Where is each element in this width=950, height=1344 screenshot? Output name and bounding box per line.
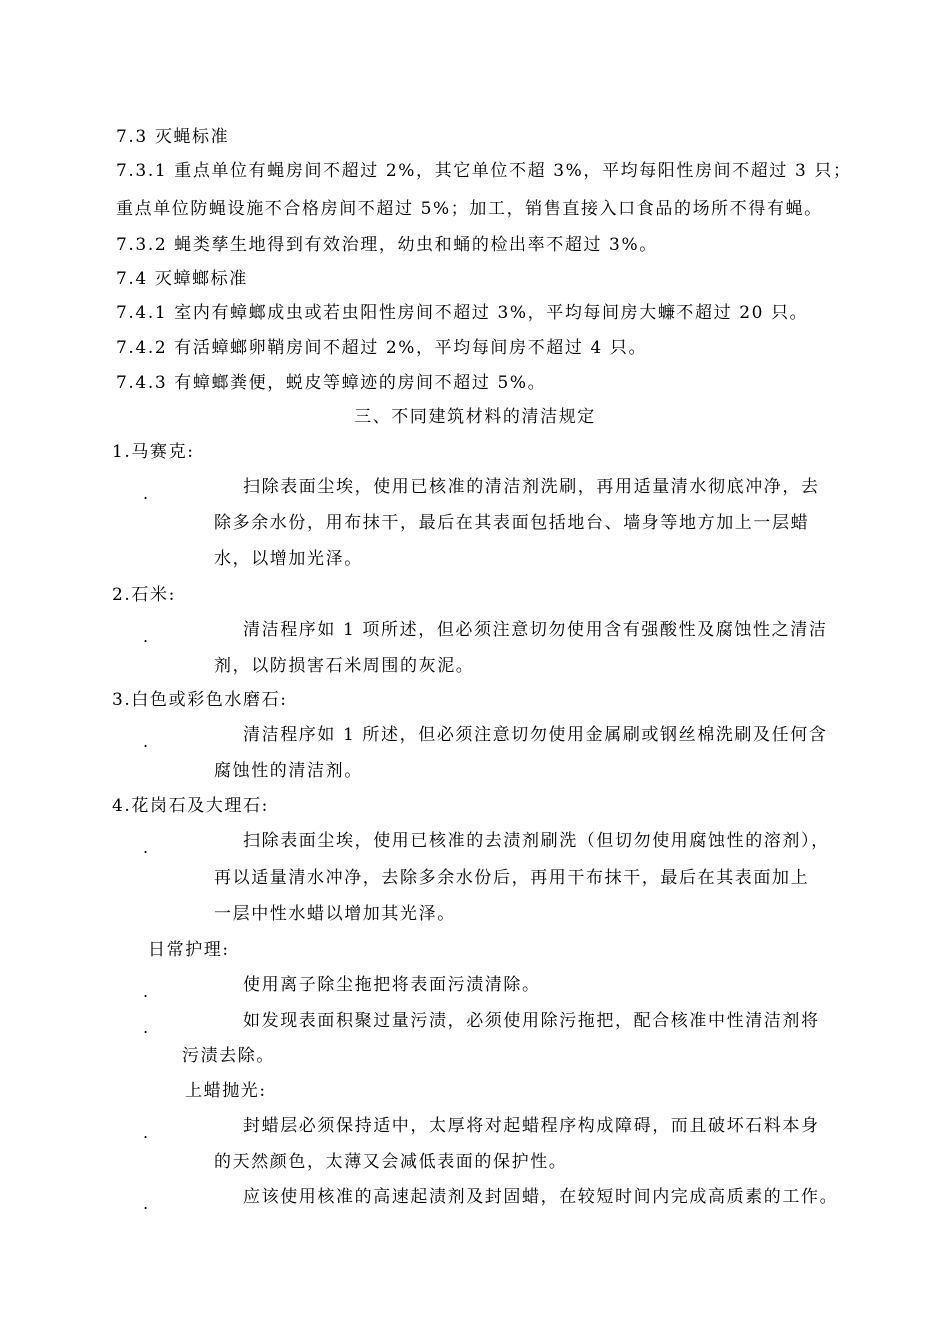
paragraph-7-3-2: 7.3.2 蝇类孳生地得到有效治理，幼虫和蛹的检出率不超过 3%。 xyxy=(116,235,658,255)
item-mosaic-heading: 1.马赛克: xyxy=(112,442,195,462)
daily-care-bullet2-line1: 如发现表面积聚过量污渍，必须使用除污拖把，配合核准中性清洁剂将 xyxy=(243,1011,820,1031)
waxing-bullet1-line1: 封蜡层必须保持适中，太厚将对起蜡程序构成障碍，而且破坏石料本身 xyxy=(243,1116,820,1136)
waxing-bullet2: 应该使用核准的高速起渍剂及封固蜡，在较短时间内完成高质素的工作。 xyxy=(243,1187,839,1207)
paragraph-7-4-3: 7.4.3 有蟑螂粪便，蜕皮等蟑迹的房间不超过 5%。 xyxy=(116,373,547,393)
item-granite-line1: 扫除表面尘埃，使用已核准的去渍剂刷洗（但切勿使用腐蚀性的溶剂）， xyxy=(243,831,830,851)
bullet-marker: . xyxy=(143,627,149,646)
daily-care-bullet2-line2: 污渍去除。 xyxy=(182,1046,275,1066)
paragraph-7-4-2: 7.4.2 有活蟑螂卵鞘房间不超过 2%，平均每间房不超过 4 只。 xyxy=(116,338,648,358)
item-shimi-line2: 剂，以防损害石米周围的灰泥。 xyxy=(214,656,475,676)
bullet-marker: . xyxy=(143,1123,149,1142)
item-terrazzo-line2: 腐蚀性的清洁剂。 xyxy=(214,761,363,781)
bullet-marker: . xyxy=(143,484,149,503)
section-7-3-title: 7.3 灭蝇标准 xyxy=(116,127,230,147)
waxing-bullet1-line2: 的天然颜色，太薄又会减低表面的保护性。 xyxy=(214,1152,568,1172)
waxing-heading: 上蜡抛光: xyxy=(185,1081,267,1101)
item-mosaic-line3: 水，以增加光泽。 xyxy=(214,549,363,569)
section-7-4-title: 7.4 灭蟑螂标准 xyxy=(116,269,248,289)
item-terrazzo-heading: 3.白色或彩色水磨石: xyxy=(112,690,288,710)
paragraph-7-4-1: 7.4.1 室内有蟑螂成虫或若虫阳性房间不超过 3%，平均每间房大蠊不超过 20 只。 xyxy=(116,303,809,323)
section-3-title: 三、不同建筑材料的清洁规定 xyxy=(354,407,596,427)
bullet-marker: . xyxy=(143,838,149,857)
item-mosaic-line1: 扫除表面尘埃，使用已核准的清洁剂洗刷，再用适量清水彻底冲净，去 xyxy=(243,477,820,497)
paragraph-7-3-1-line2: 重点单位防蝇设施不合格房间不超过 5%；加工，销售直接入口食品的场所不得有蝇。 xyxy=(116,199,823,219)
bullet-marker: . xyxy=(143,982,149,1001)
item-terrazzo-line1: 清洁程序如 1 所述，但必须注意切勿使用金属刷或钢丝棉洗刷及任何含 xyxy=(243,725,828,745)
item-mosaic-line2: 除多余水份，用布抹干，最后在其表面包括地台、墙身等地方加上一层蜡 xyxy=(214,513,810,533)
bullet-marker: . xyxy=(143,1018,149,1037)
paragraph-7-3-1-line1: 7.3.1 重点单位有蝇房间不超过 2%，其它单位不超 3%，平均每阳性房间不超过 3 只； xyxy=(116,161,852,181)
daily-care-bullet1: 使用离子除尘拖把将表面污渍清除。 xyxy=(243,975,541,995)
item-shimi-heading: 2.石米: xyxy=(112,585,176,605)
item-shimi-line1: 清洁程序如 1 项所述，但必须注意切勿使用含有强酸性及腐蚀性之清洁 xyxy=(243,620,828,640)
item-granite-line3: 一层中性水蜡以增加其光泽。 xyxy=(214,904,456,924)
bullet-marker: . xyxy=(143,1194,149,1213)
item-granite-heading: 4.花岗石及大理石: xyxy=(112,796,269,816)
daily-care-heading: 日常护理: xyxy=(148,940,230,960)
item-granite-line2: 再以适量清水冲净，去除多余水份后，再用干布抹干，最后在其表面加上 xyxy=(214,868,810,888)
bullet-marker: . xyxy=(143,732,149,751)
